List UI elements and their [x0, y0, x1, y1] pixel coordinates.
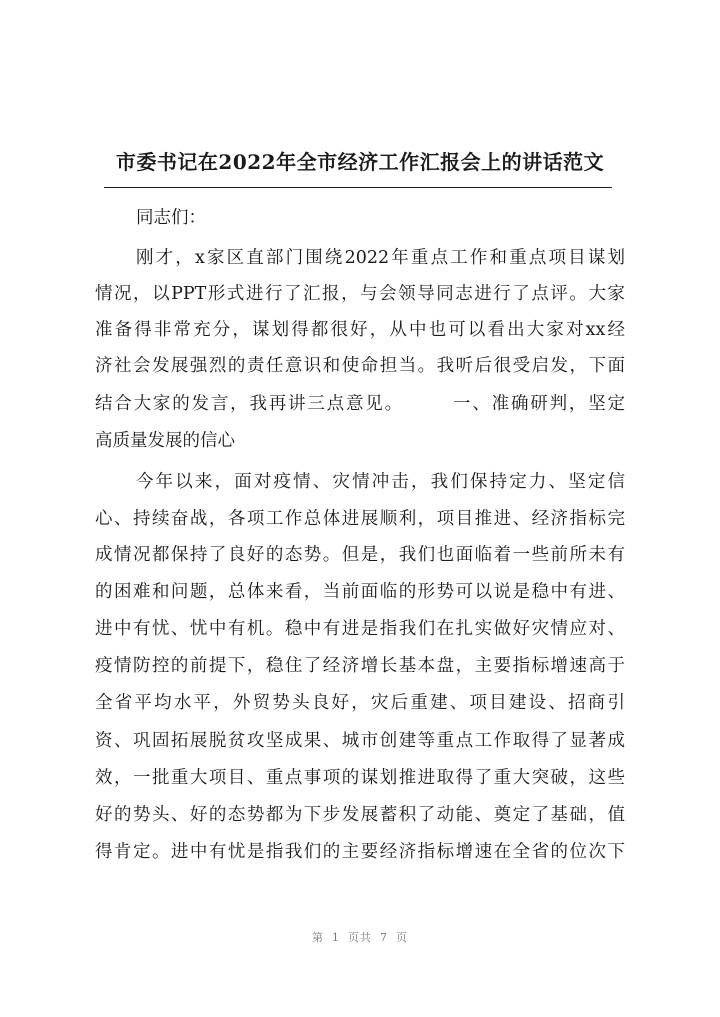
paragraph-line: 结合大家的发言，我再讲三点意见。 一、准确研判，坚定 — [95, 394, 625, 414]
paragraph-line: 的困难和问题，总体来看，当前面临的形势可以说是稳中有进、 — [95, 582, 625, 602]
paragraph-line: 全省平均水平，外贸势头良好，灾后重建、项目建设、招商引 — [95, 693, 625, 713]
paragraph-line: 刚才，x家区直部门围绕2022年重点工作和重点项目谋划 — [136, 248, 625, 268]
paragraph-line: 好的势头、好的态势都为下步发展蓄积了动能、奠定了基础，值 — [95, 805, 625, 825]
paragraph-line: 情况，以PPT形式进行了汇报，与会领导同志进行了点评。大家 — [95, 284, 625, 304]
paragraph-line: 资、巩固拓展脱贫攻坚成果、城市创建等重点工作取得了显著成 — [95, 731, 625, 751]
section-heading-line: 高质量发展的信心 — [95, 431, 235, 451]
paragraph-line: 得肯定。进中有忧是指我们的主要经济指标增速在全省的位次下 — [95, 842, 625, 862]
paragraph-line: 心、持续奋战，各项工作总体进展顺利，项目推进、经济指标完 — [95, 509, 625, 529]
paragraph-line: 效，一批重大项目、重点事项的谋划推进取得了重大突破，这些 — [95, 768, 625, 788]
title-divider — [104, 187, 612, 188]
paragraph-line: 进中有忧、忧中有机。稳中有进是指我们在扎实做好灾情应对、 — [95, 619, 625, 639]
footer-page-number: 1 — [332, 931, 340, 944]
page-footer — [0, 929, 720, 945]
paragraph-line: 济社会发展强烈的责任意识和使命担当。我听后很受启发，下面 — [95, 356, 625, 376]
salutation: 同志们： — [136, 208, 206, 228]
paragraph-line: 今年以来，面对疫情、灾情冲击，我们保持定力、坚定信 — [136, 472, 625, 492]
paragraph-line: 准备得非常充分，谋划得都很好，从中也可以看出大家对xx经 — [95, 320, 625, 340]
footer-prefix: 第 — [312, 931, 324, 944]
footer-suffix: 页 — [396, 931, 408, 944]
document-title: 市委书记在2022年全市经济工作汇报会上的讲话范文 — [115, 150, 605, 174]
footer-middle: 页共 — [348, 931, 372, 944]
footer-total-pages: 7 — [380, 931, 388, 944]
paragraph-line: 成情况都保持了良好的态势。但是，我们也面临着一些前所未有 — [95, 545, 625, 565]
paragraph-line: 疫情防控的前提下，稳住了经济增长基本盘，主要指标增速高于 — [95, 656, 625, 676]
